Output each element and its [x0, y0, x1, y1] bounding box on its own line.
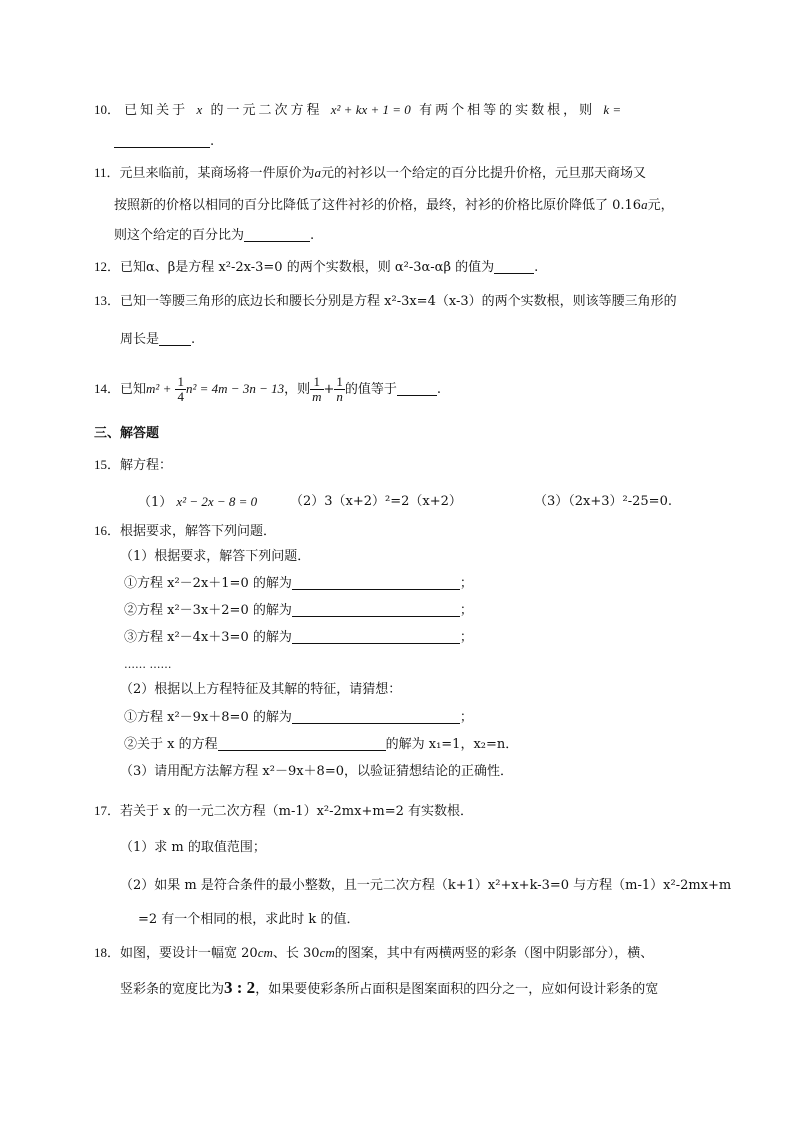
question-16-sub1: （1）根据要求，解答下列问题． [120, 549, 311, 564]
numerator: 1 [310, 375, 323, 390]
question-number: 13． [94, 293, 121, 308]
question-number: 17． [94, 803, 121, 818]
text: ，如果要使彩条所占面积是图案面积的四分之一，应如何设计彩条的宽 [255, 982, 659, 997]
question-number: 12． [94, 259, 121, 274]
text: 根据要求，解答下列问题． [120, 524, 277, 539]
ellipsis: …… …… [124, 658, 172, 671]
period: . [534, 260, 539, 275]
question-11-line1 [94, 163, 646, 184]
semicolon: ； [459, 603, 473, 618]
period: . [436, 382, 442, 397]
period: . [210, 134, 215, 149]
question-13-line2 [120, 330, 195, 350]
question-number: 16． [94, 523, 121, 538]
fraction-one-over-n [334, 375, 345, 404]
question-16-sub3: （3）请用配方法解方程 x²－9x＋8=0，以验证猜想结论的正确性． [120, 764, 513, 779]
text: ①方程 x²－9x＋8=0 的解为 [124, 710, 292, 725]
question-15-part2: （2）3（x+2）²=2（x+2） [290, 494, 462, 509]
question-16-eq1 [124, 574, 473, 594]
denominator: m [312, 389, 322, 404]
text: 的一元二次方程 [210, 103, 323, 118]
variable-a: a [314, 165, 322, 180]
semicolon: ； [459, 630, 473, 645]
answer-blank[interactable] [292, 629, 460, 644]
text: 的值等于 [344, 382, 397, 397]
answer-blank[interactable] [397, 381, 437, 396]
text: 元的衬衫以一个给定的百分比提升价格，元旦那天商场又 [321, 166, 647, 181]
ratio: 3 : 2 [224, 978, 256, 997]
answer-blank[interactable] [218, 736, 386, 751]
answer-blank[interactable] [244, 227, 310, 242]
question-11-line3 [114, 226, 314, 246]
answer-blank[interactable] [159, 331, 191, 346]
question-12 [94, 257, 538, 278]
denominator: n [336, 389, 343, 404]
question-number: 18． [94, 945, 121, 960]
text: 已知关于 [124, 103, 189, 118]
numerator: 1 [177, 374, 184, 389]
text: ②方程 x²－3x＋2=0 的解为 [124, 603, 292, 618]
question-16 [94, 521, 276, 542]
semicolon: ； [459, 710, 473, 725]
answer-blank[interactable] [114, 133, 210, 148]
text: 则这个给定的百分比为 [114, 228, 245, 243]
text: 周长是 [120, 332, 160, 347]
unit-cm: cm [257, 945, 273, 960]
question-15-part3: （3）（2x+3）²-25=0. [534, 494, 672, 509]
denominator: 4 [177, 389, 184, 404]
question-16-sub2: （2）根据以上方程特征及其解的特征，请猜想： [120, 682, 402, 697]
answer-blank[interactable] [292, 709, 460, 724]
equation: x² − 2x − 8 = 0 [176, 494, 258, 509]
question-16-eq3 [124, 628, 473, 648]
equation: n² = 4m − 3n − 13 [185, 381, 285, 396]
question-number: 11． [94, 165, 120, 180]
text: 若关于 x 的一元二次方程（m-1）x²-2mx+m=2 有实数根． [120, 804, 473, 819]
question-17 [94, 801, 473, 822]
question-number: 10． [94, 102, 121, 117]
question-11-line2 [114, 195, 674, 216]
numerator: 1 [336, 374, 343, 389]
text: 解方程： [120, 458, 173, 473]
fraction-one-over-m [310, 375, 323, 404]
answer-blank[interactable] [292, 575, 460, 590]
question-number: 15． [94, 457, 121, 472]
text: ③方程 x²－4x＋3=0 的解为 [124, 630, 292, 645]
question-16-eq2 [124, 601, 473, 621]
question-13-line1 [94, 291, 677, 312]
text: 元， [647, 198, 674, 213]
question-number: 14． [94, 381, 121, 396]
period: . [310, 228, 315, 243]
text: ②关于 x 的方程 [124, 737, 218, 752]
question-17-part1: （1）求 m 的取值范围； [120, 840, 266, 855]
text: ，则 [284, 382, 311, 397]
question-17-part2: （2）如果 m 是符合条件的最小整数，且一元二次方程（k+1）x²+x+k-3=0 与方程（m-1）x²-2mx+m [120, 878, 732, 893]
question-10-answer [114, 132, 214, 152]
variable-x: x [196, 102, 203, 117]
period: . [191, 332, 196, 347]
equation: x² + kx + 1 = 0 [330, 102, 411, 117]
text: 已知一等腰三角形的底边长和腰长分别是方程 x²-3x=4（x-3）的两个实数根，则该等腰三角形的 [120, 294, 677, 309]
text: 已知α、β是方程 x²-2x-3=0 的两个实数根，则 α²-3α-αβ 的值为 [120, 260, 495, 275]
text: 的解为 x₁=1，x₂=n． [385, 737, 519, 752]
part-label: （1） [138, 495, 173, 510]
semicolon: ； [459, 576, 473, 591]
text: 如图，要设计一幅宽 20 [120, 946, 258, 961]
plus-sign: + [323, 382, 335, 397]
text: 按照新的价格以相同的百分比降低了这件衬衫的价格，最终，衬衫的价格比原价降低了 0.16 [114, 198, 642, 213]
answer-blank[interactable] [494, 259, 534, 274]
equation: m² + [146, 381, 172, 396]
question-16-guess2 [124, 735, 518, 755]
question-18-line2 [120, 978, 658, 1000]
question-15 [94, 455, 172, 476]
question-14 [94, 372, 441, 407]
text: 竖彩条的宽度比为 [120, 982, 225, 997]
variable-a: a [641, 197, 648, 212]
question-10 [94, 100, 621, 121]
text: 已知 [120, 382, 147, 397]
text: ①方程 x²－2x＋1=0 的解为 [124, 576, 292, 591]
question-15-part1 [138, 492, 257, 513]
section-heading: 三、解答题 [94, 426, 160, 441]
text: 有两个相等的实数根，则 [419, 103, 596, 118]
question-16-guess1 [124, 708, 473, 728]
question-18-line1 [94, 943, 653, 964]
equation: k = [603, 102, 622, 117]
fraction-one-quarter [175, 375, 186, 404]
answer-blank[interactable] [292, 602, 460, 617]
text: 、长 30 [272, 946, 320, 961]
question-17-part2-cont: =2 有一个相同的根，求此时 k 的值． [138, 912, 360, 927]
text: 元旦来临前，某商场将一件原价为 [119, 166, 315, 181]
text: 的图案，其中有两横两竖的彩条（图中阴影部分），横、 [334, 946, 654, 961]
unit-cm: cm [319, 945, 335, 960]
